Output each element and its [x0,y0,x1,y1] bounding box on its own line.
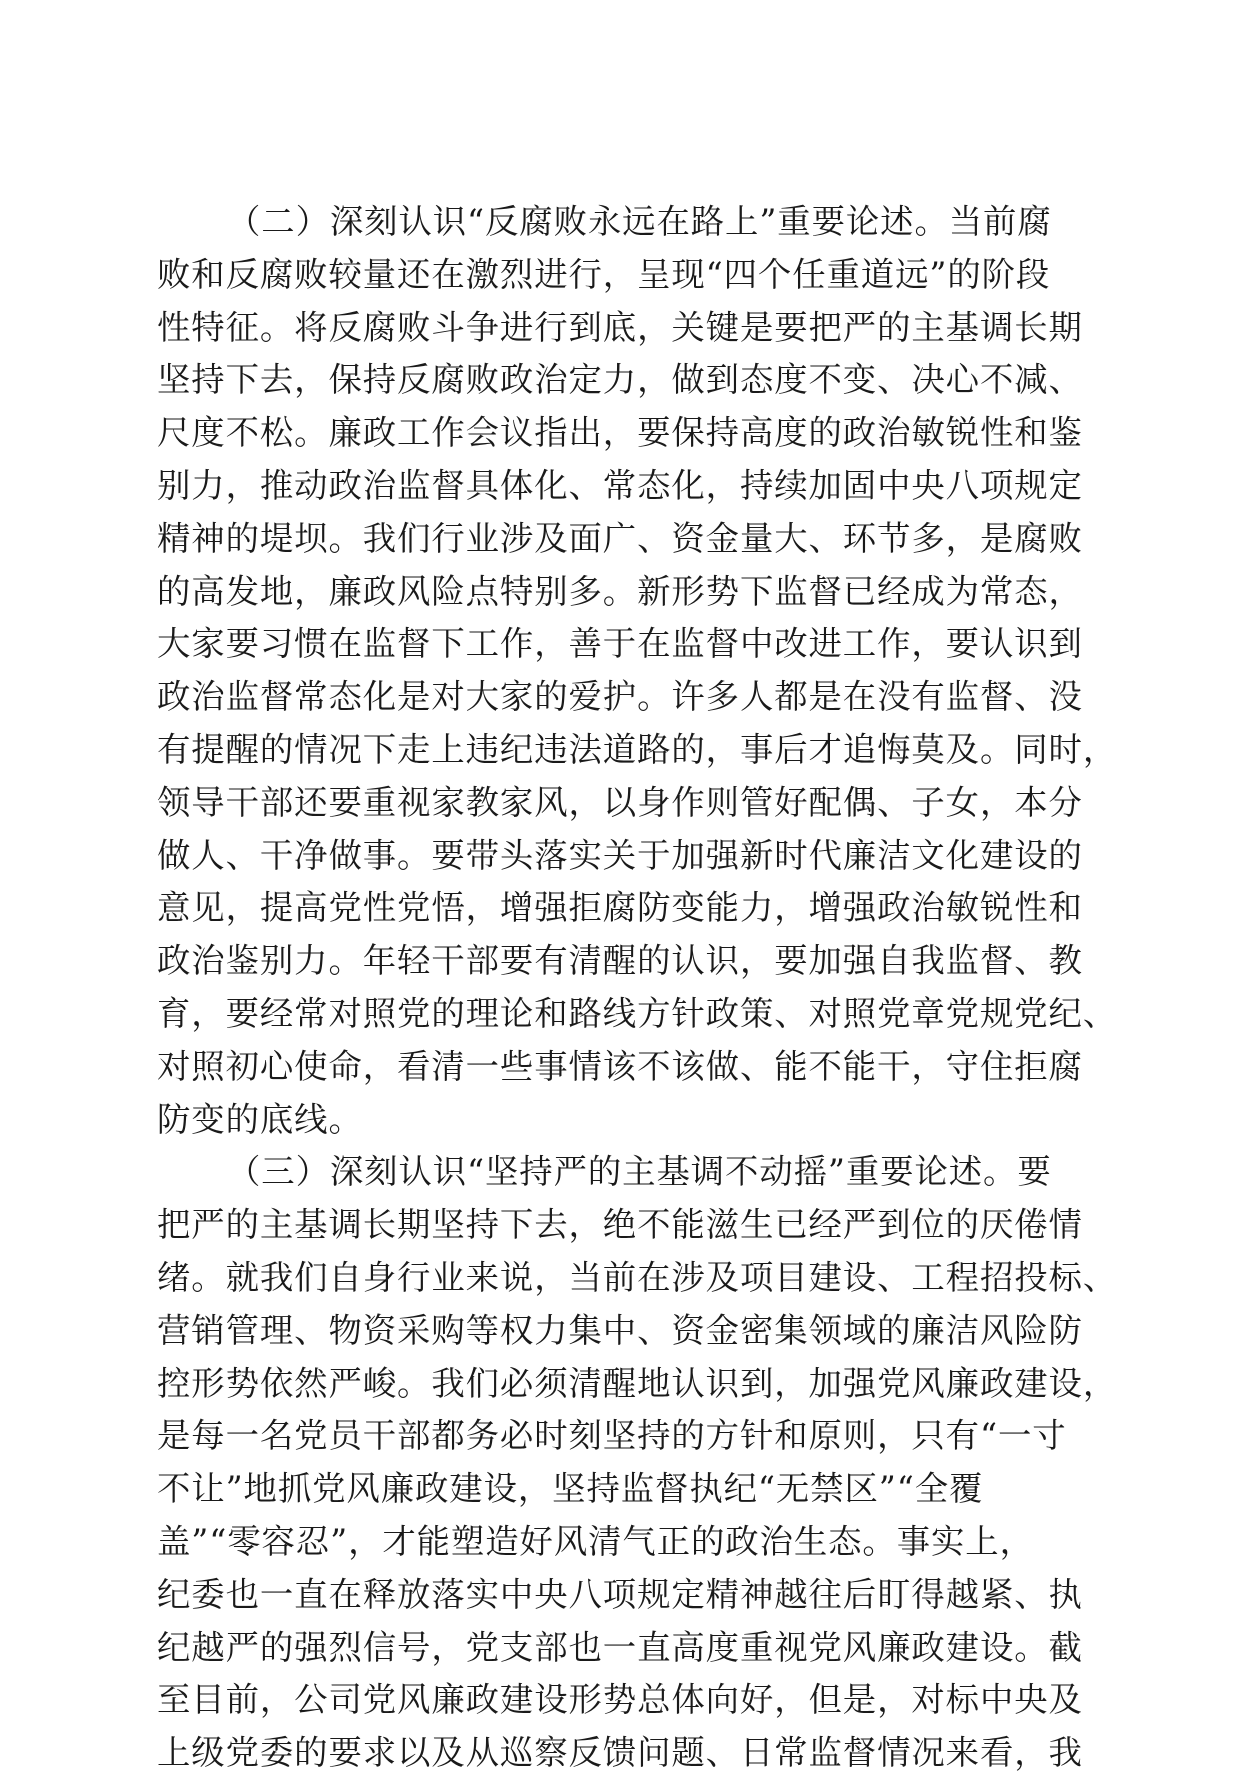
text-line: 绪。就我们自身行业来说，当前在涉及项目建设、工程招投标、 [157,1257,1118,1297]
text-line: 坚持下去，保持反腐败政治定力，做到态度不变、决心不减、 [157,360,1083,400]
text-line: 精神的堤坝。我们行业涉及面广、资金量大、环节多，是腐败 [157,518,1083,558]
text-line: 别力，推动政治监督具体化、常态化，持续加固中央八项规定 [157,465,1083,505]
text-line: 领导干部还要重视家教家风，以身作则管好配偶、子女，本分 [157,782,1083,822]
text-line: 防变的底线。 [157,1099,363,1139]
text-line: 大家要习惯在监督下工作，善于在监督中改进工作，要认识到 [157,624,1083,664]
text-line: 的高发地，廉政风险点特别多。新形势下监督已经成为常态， [157,571,1083,611]
text-line: 上级党委的要求以及从巡察反馈问题、日常监督情况来看，我 [157,1733,1083,1773]
text-line: 败和反腐败较量还在激烈进行，呈现“四个任重道远”的阶段 [157,254,1051,294]
text-line: 尺度不松。廉政工作会议指出，要保持高度的政治敏锐性和鉴 [157,413,1083,453]
text-line: 政治监督常态化是对大家的爱护。许多人都是在没有监督、没 [157,677,1083,717]
paragraph-anti-corruption-forever [157,196,1118,1146]
text-line: 对照初心使命，看清一些事情该不该做、能不能干，守住拒腐 [157,1046,1083,1086]
text-line: 控形势依然严峻。我们必须清醒地认识到，加强党风廉政建设， [157,1363,1118,1403]
text-line: （三）深刻认识“坚持严的主基调不动摇”重要论述。要 [227,1152,1052,1192]
text-line: 纪委也一直在释放落实中央八项规定精神越往后盯得越紧、执 [157,1574,1083,1614]
text-line: 意见，提高党性党悟，增强拒腐防变能力，增强政治敏锐性和 [157,888,1083,928]
text-line: 把严的主基调长期坚持下去，绝不能滋生已经严到位的厌倦情 [157,1205,1083,1245]
text-line: 政治鉴别力。年轻干部要有清醒的认识，要加强自我监督、教 [157,941,1083,981]
text-line: 育，要经常对照党的理论和路线方针政策、对照党章党规党纪、 [157,993,1118,1033]
text-line: 营销管理、物资采购等权力集中、资金密集领域的廉洁风险防 [157,1310,1083,1350]
text-line: （二）深刻认识“反腐败永远在路上”重要论述。当前腐 [227,202,1052,241]
text-line: 至目前，公司党风廉政建设形势总体向好，但是，对标中央及 [157,1680,1083,1720]
text-line: 是每一名党员干部都务必时刻坚持的方针和原则，只有“一寸 [157,1416,1067,1456]
text-line: 盖”“零容忍”，才能塑造好风清气正的政治生态。事实上， [157,1521,1034,1561]
text-line: 纪越严的强烈信号，党支部也一直高度重视党风廉政建设。截 [157,1627,1083,1667]
paragraph-strict-tone [157,1146,1118,1780]
text-line: 做人、干净做事。要带头落实关于加强新时代廉洁文化建设的 [157,835,1083,875]
text-line: 有提醒的情况下走上违纪违法道路的，事后才追悔莫及。同时， [157,729,1118,769]
text-line: 不让”地抓党风廉政建设，坚持监督执纪“无禁区”“全覆 [157,1469,984,1509]
document-body [157,196,1118,1780]
text-line: 性特征。将反腐败斗争进行到底，关键是要把严的主基调长期 [157,307,1083,347]
